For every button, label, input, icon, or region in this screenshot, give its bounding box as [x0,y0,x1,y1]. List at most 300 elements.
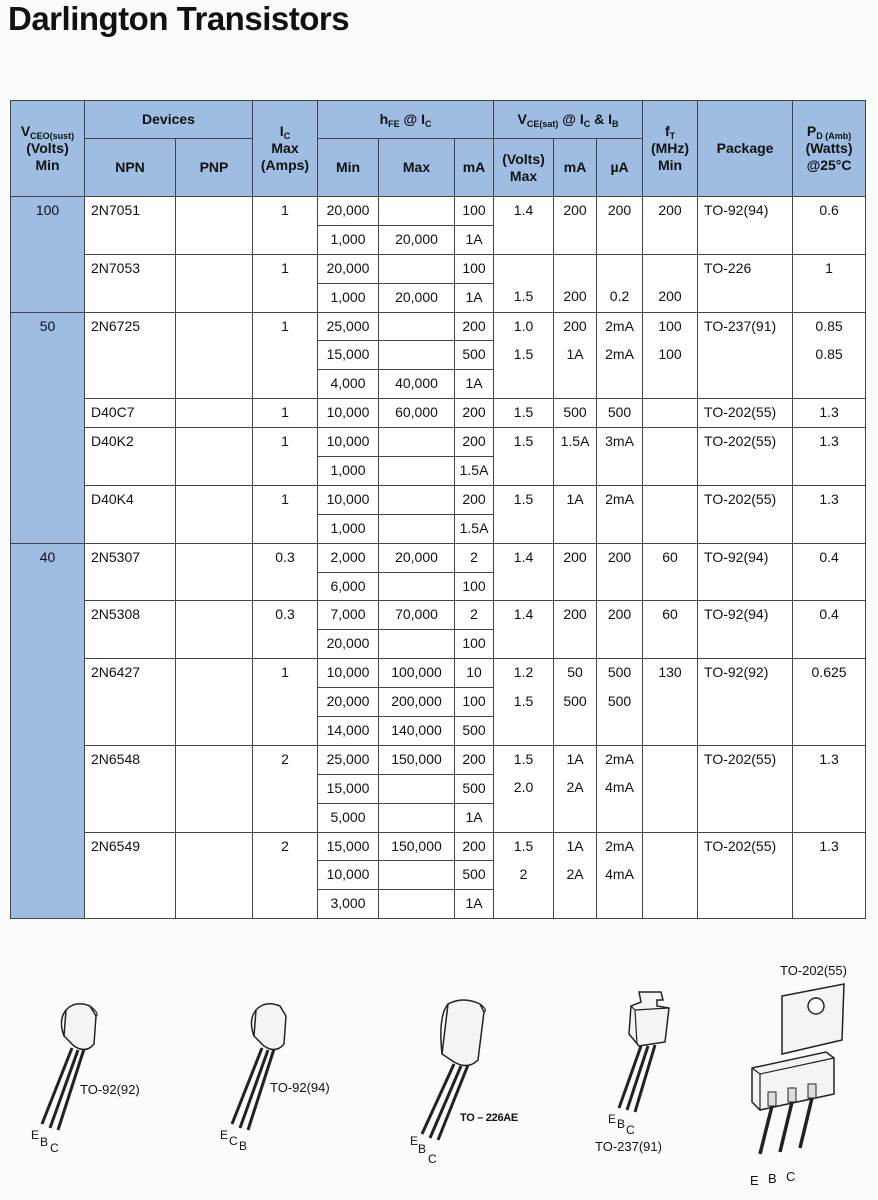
hfe-min-cell: 5,000 [318,803,379,832]
to226-label: TO – 226AE [460,1112,518,1124]
ic-max-cell: 2 [253,832,318,919]
to202-drawing [738,982,848,1162]
device-pnp-cell [176,399,253,428]
hfe-ma-cell: 500 [455,717,494,746]
hfe-max-cell: 20,000 [379,543,455,572]
hfe-min-cell: 15,000 [318,341,379,370]
hfe-max-cell [379,457,455,486]
pd-cell [793,774,866,803]
hfe-min-cell: 25,000 [318,745,379,774]
ic-max-cell: 0.3 [253,543,318,601]
pd-cell: 1.3 [793,832,866,861]
hfe-min-cell: 20,000 [318,688,379,717]
hfe-min-cell: 2,000 [318,543,379,572]
vce-ma-cell [554,457,597,486]
vce-ma-cell [554,514,597,543]
vce-volts-cell: 1.4 [494,197,554,226]
hfe-min-cell: 1,000 [318,283,379,312]
vce-ma-cell [554,572,597,601]
vce-volts-cell: 1.5 [494,688,554,717]
ft-cell [643,514,698,543]
ft-cell [643,774,698,803]
hfe-ma-cell: 1A [455,890,494,919]
vce-ma-cell: 1A [554,341,597,370]
pd-cell [793,572,866,601]
vce-ma-cell: 50 [554,659,597,688]
vce-ua-cell [597,225,643,254]
vce-volts-cell: 1.5 [494,399,554,428]
vce-ua-cell [597,572,643,601]
vce-volts-cell: 1.5 [494,832,554,861]
vce-volts-cell: 1.5 [494,341,554,370]
package-cell: TO-202(55) [698,745,793,774]
pd-cell: 1.3 [793,399,866,428]
ic-max-cell: 1 [253,485,318,543]
hfe-max-cell [379,774,455,803]
pd-cell: 1.3 [793,485,866,514]
hfe-max-cell [379,341,455,370]
vceo-group-cell: 100 [11,197,85,313]
hfe-ma-cell: 100 [455,572,494,601]
hfe-ma-cell: 2 [455,543,494,572]
hfe-min-cell: 25,000 [318,312,379,341]
header-devices: Devices [85,101,253,139]
to226-pin-b: B [418,1142,427,1156]
ft-cell [643,428,698,457]
to92-94-label: TO-92(94) [270,1080,330,1095]
ft-cell [643,457,698,486]
hfe-max-cell: 60,000 [379,399,455,428]
vce-volts-cell: 1.5 [494,283,554,312]
hfe-min-cell: 4,000 [318,370,379,399]
to237-pin-c: C [626,1123,635,1137]
to92-94-pin-e: E [220,1128,229,1142]
device-pnp-cell [176,659,253,746]
hfe-ma-cell: 500 [455,341,494,370]
vce-volts-cell [494,457,554,486]
table-row [11,485,866,514]
device-npn-cell: 2N6548 [85,745,176,832]
table-row [11,832,866,861]
vce-ma-cell: 2A [554,774,597,803]
ft-cell [643,717,698,746]
vce-ua-cell: 2mA [597,485,643,514]
vce-ua-cell: 0.2 [597,283,643,312]
package-cell [698,630,793,659]
table-row [11,428,866,457]
pd-cell [793,803,866,832]
package-cell: TO-92(94) [698,197,793,226]
vce-ua-cell: 500 [597,659,643,688]
table-row [11,197,866,226]
hfe-max-cell [379,197,455,226]
package-cell: TO-237(91) [698,312,793,341]
to237-drawing [605,986,685,1116]
header-package: Package [698,101,793,197]
vce-ma-cell: 200 [554,312,597,341]
vce-ma-cell [554,717,597,746]
hfe-min-cell: 10,000 [318,861,379,890]
vce-ma-cell [554,370,597,399]
vce-ma-cell: 200 [554,601,597,630]
vce-ua-cell: 2mA [597,832,643,861]
to202-pin-e: E [750,1173,759,1188]
vce-ma-cell [554,630,597,659]
ft-cell [643,370,698,399]
hfe-ma-cell: 200 [455,428,494,457]
vce-ua-cell: 2mA [597,745,643,774]
vce-ma-cell: 1A [554,832,597,861]
vce-volts-cell [494,803,554,832]
ft-cell [643,890,698,919]
to237-label: TO-237(91) [595,1139,662,1154]
vce-ma-cell [554,254,597,283]
pd-cell: 1 [793,254,866,283]
ic-max-cell: 1 [253,399,318,428]
device-pnp-cell [176,601,253,659]
vce-ma-cell: 2A [554,861,597,890]
package-cell: TO-92(94) [698,543,793,572]
to92-92-pin-c: C [50,1141,59,1155]
to237-pin-e: E [608,1112,617,1126]
header-npn: NPN [85,139,176,197]
pd-cell [793,861,866,890]
vce-volts-cell [494,630,554,659]
hfe-max-cell: 20,000 [379,225,455,254]
hfe-max-cell [379,514,455,543]
vceo-group-cell: 50 [11,312,85,543]
pd-cell: 0.4 [793,601,866,630]
vce-volts-cell [494,572,554,601]
vce-ua-cell [597,803,643,832]
package-cell [698,688,793,717]
ft-cell [643,225,698,254]
device-pnp-cell [176,428,253,486]
device-pnp-cell [176,745,253,832]
hfe-max-cell [379,890,455,919]
ft-cell [643,745,698,774]
hfe-ma-cell: 500 [455,861,494,890]
pd-cell: 0.625 [793,659,866,688]
hfe-ma-cell: 2 [455,601,494,630]
vce-ua-cell: 4mA [597,861,643,890]
table-row [11,399,866,428]
vce-volts-cell: 1.5 [494,745,554,774]
pd-cell [793,225,866,254]
ft-cell [643,254,698,283]
to226-pin-e: E [410,1134,419,1148]
header-pd: $P_{D (Amb)}$ (Watts) @25°C [793,101,866,197]
package-cell [698,890,793,919]
hfe-min-cell: 10,000 [318,428,379,457]
pd-cell [793,630,866,659]
pd-cell [793,717,866,746]
pd-cell [793,688,866,717]
package-cell [698,225,793,254]
package-cell: TO-226 [698,254,793,283]
ft-cell: 60 [643,543,698,572]
header-vce-sat: $V_{CE(sat)}$ @ $I_C$ & $I_B$ [494,101,643,139]
hfe-ma-cell: 10 [455,659,494,688]
ft-cell [643,803,698,832]
vce-ua-cell: 2mA [597,341,643,370]
ic-max-cell: 1 [253,254,318,312]
pd-cell: 0.6 [793,197,866,226]
hfe-ma-cell: 200 [455,399,494,428]
pd-cell [793,283,866,312]
header-hfe: $h_{FE}$ @ $I_C$ [318,101,494,139]
hfe-min-cell: 10,000 [318,659,379,688]
header-vce-volts: (Volts) Max [494,139,554,197]
package-cell [698,717,793,746]
package-cell [698,370,793,399]
package-cell [698,514,793,543]
package-cell [698,283,793,312]
to92-94-pin-c: C [229,1134,238,1148]
vce-ua-cell [597,514,643,543]
header-vce-ma: mA [554,139,597,197]
table-row [11,254,866,283]
pd-cell: 0.85 [793,341,866,370]
vce-ma-cell [554,803,597,832]
to92-94-drawing [220,996,330,1136]
to92-92-pin-e: E [31,1128,40,1142]
ft-cell: 60 [643,601,698,630]
vce-volts-cell: 1.4 [494,601,554,630]
hfe-max-cell: 100,000 [379,659,455,688]
vce-ma-cell: 200 [554,283,597,312]
device-pnp-cell [176,543,253,601]
hfe-min-cell: 14,000 [318,717,379,746]
header-hfe-max: Max [379,139,455,197]
hfe-max-cell: 40,000 [379,370,455,399]
table-header [11,101,866,197]
device-npn-cell: 2N7053 [85,254,176,312]
hfe-min-cell: 6,000 [318,572,379,601]
hfe-max-cell [379,254,455,283]
to202-label: TO-202(55) [780,963,847,978]
table-row [11,659,866,688]
hfe-ma-cell: 1A [455,803,494,832]
vce-volts-cell [494,890,554,919]
table-row [11,601,866,630]
vce-ua-cell: 3mA [597,428,643,457]
pd-cell: 0.85 [793,312,866,341]
vce-ua-cell: 4mA [597,774,643,803]
hfe-min-cell: 7,000 [318,601,379,630]
package-cell: TO-202(55) [698,832,793,861]
hfe-max-cell: 150,000 [379,745,455,774]
to202-pin-c: C [786,1169,796,1184]
vce-ua-cell [597,630,643,659]
ft-cell: 130 [643,659,698,688]
ic-max-cell: 1 [253,197,318,255]
pd-cell [793,370,866,399]
vce-volts-cell: 2.0 [494,774,554,803]
vce-volts-cell [494,370,554,399]
vce-ua-cell: 2mA [597,312,643,341]
table-row [11,312,866,341]
to237-pin-b: B [617,1117,626,1131]
hfe-ma-cell: 1.5A [455,514,494,543]
vce-volts-cell: 1.0 [494,312,554,341]
package-cell [698,572,793,601]
vce-ma-cell: 1A [554,745,597,774]
hfe-ma-cell: 500 [455,774,494,803]
ft-cell: 200 [643,197,698,226]
package-cell [698,774,793,803]
vce-volts-cell: 1.2 [494,659,554,688]
vce-volts-cell [494,254,554,283]
ft-cell [643,485,698,514]
hfe-min-cell: 15,000 [318,832,379,861]
hfe-ma-cell: 100 [455,254,494,283]
to92-94-pin-b: B [239,1139,248,1153]
hfe-max-cell [379,572,455,601]
hfe-max-cell [379,485,455,514]
hfe-max-cell: 20,000 [379,283,455,312]
hfe-ma-cell: 100 [455,688,494,717]
package-cell: TO-92(92) [698,659,793,688]
device-pnp-cell [176,254,253,312]
pd-cell: 0.4 [793,543,866,572]
ic-max-cell: 2 [253,745,318,832]
hfe-ma-cell: 200 [455,832,494,861]
ic-max-cell: 1 [253,659,318,746]
device-npn-cell: 2N6427 [85,659,176,746]
table-row [11,745,866,774]
vce-volts-cell: 2 [494,861,554,890]
device-pnp-cell [176,197,253,255]
vce-ua-cell [597,890,643,919]
hfe-ma-cell: 100 [455,630,494,659]
pd-cell: 1.3 [793,428,866,457]
vce-ma-cell: 1.5A [554,428,597,457]
vce-ma-cell: 200 [554,543,597,572]
vce-volts-cell: 1.5 [494,428,554,457]
hfe-min-cell: 20,000 [318,197,379,226]
header-hfe-min: Min [318,139,379,197]
vce-volts-cell [494,225,554,254]
page-title: Darlington Transistors [8,0,350,37]
hfe-min-cell: 20,000 [318,254,379,283]
hfe-ma-cell: 1.5A [455,457,494,486]
device-npn-cell: 2N7051 [85,197,176,255]
table-row [11,543,866,572]
vce-ua-cell [597,717,643,746]
vce-ua-cell: 200 [597,601,643,630]
hfe-max-cell [379,630,455,659]
ft-cell [643,630,698,659]
to92-92-label: TO-92(92) [80,1082,140,1097]
vce-ua-cell: 500 [597,399,643,428]
package-cell: TO-202(55) [698,485,793,514]
pd-cell [793,457,866,486]
ft-cell [643,572,698,601]
vce-ma-cell: 200 [554,197,597,226]
ic-max-cell: 1 [253,428,318,486]
hfe-min-cell: 1,000 [318,457,379,486]
header-vceo: $V_{CEO(sust)}$ (Volts) Min [11,101,85,197]
hfe-min-cell: 1,000 [318,225,379,254]
device-pnp-cell [176,312,253,399]
header-ic: $I_C$ Max (Amps) [253,101,318,197]
ft-cell [643,399,698,428]
vce-ua-cell: 500 [597,688,643,717]
device-npn-cell: 2N5308 [85,601,176,659]
darlington-spec-table [10,100,866,919]
vceo-group-cell: 40 [11,543,85,919]
hfe-ma-cell: 1A [455,225,494,254]
hfe-ma-cell: 100 [455,197,494,226]
hfe-ma-cell: 1A [455,283,494,312]
device-npn-cell: D40C7 [85,399,176,428]
package-cell [698,341,793,370]
pd-cell [793,890,866,919]
to226-pin-c: C [428,1152,437,1166]
vce-ua-cell: 200 [597,543,643,572]
vce-ua-cell [597,254,643,283]
hfe-max-cell: 140,000 [379,717,455,746]
package-cell [698,803,793,832]
device-pnp-cell [176,832,253,919]
vce-volts-cell: 1.5 [494,485,554,514]
header-pnp: PNP [176,139,253,197]
package-cell: TO-202(55) [698,428,793,457]
to92-92-pin-b: B [40,1135,49,1149]
hfe-min-cell: 10,000 [318,485,379,514]
device-npn-cell: D40K2 [85,428,176,486]
to92-92-drawing [30,996,140,1136]
hfe-max-cell [379,861,455,890]
vce-ma-cell [554,890,597,919]
pd-cell [793,514,866,543]
hfe-max-cell: 200,000 [379,688,455,717]
hfe-min-cell: 10,000 [318,399,379,428]
vce-ma-cell: 500 [554,688,597,717]
hfe-ma-cell: 200 [455,745,494,774]
vce-volts-cell [494,717,554,746]
hfe-ma-cell: 1A [455,370,494,399]
hfe-min-cell: 15,000 [318,774,379,803]
header-ft: $f_T$ (MHz) Min [643,101,698,197]
vce-ua-cell [597,370,643,399]
header-vce-ua: µA [597,139,643,197]
ic-max-cell: 1 [253,312,318,399]
ft-cell [643,861,698,890]
ft-cell [643,688,698,717]
table-body [11,197,866,919]
vce-ua-cell [597,457,643,486]
package-cell [698,861,793,890]
hfe-max-cell: 70,000 [379,601,455,630]
vce-ma-cell: 1A [554,485,597,514]
pd-cell: 1.3 [793,745,866,774]
package-cell: TO-202(55) [698,399,793,428]
hfe-max-cell [379,803,455,832]
device-npn-cell: 2N6725 [85,312,176,399]
hfe-min-cell: 1,000 [318,514,379,543]
hfe-ma-cell: 200 [455,312,494,341]
vce-volts-cell [494,514,554,543]
ft-cell [643,832,698,861]
package-cell [698,457,793,486]
package-cell: TO-92(94) [698,601,793,630]
ft-cell: 200 [643,283,698,312]
ft-cell: 100 [643,341,698,370]
header-hfe-ma: mA [455,139,494,197]
device-pnp-cell [176,485,253,543]
